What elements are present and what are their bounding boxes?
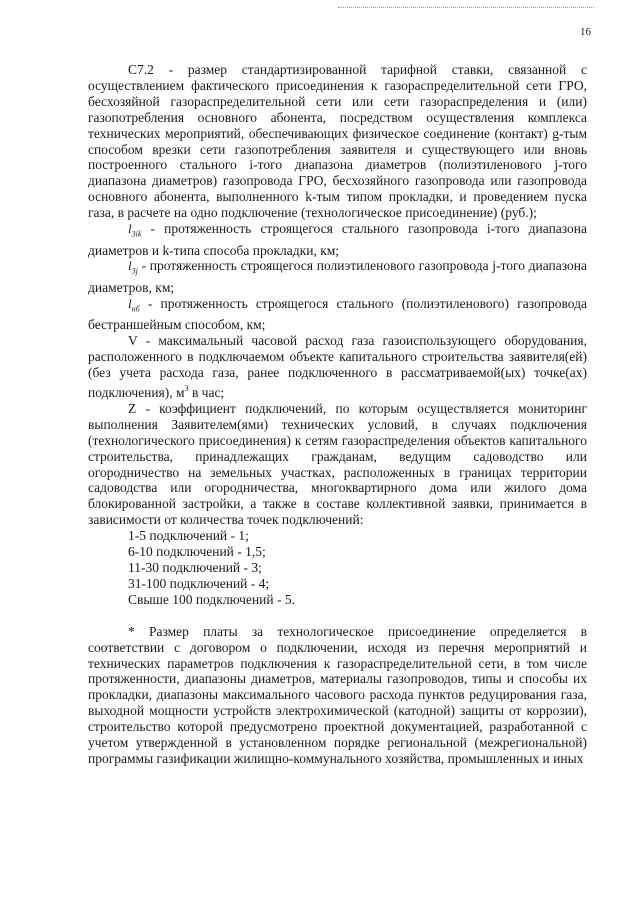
list-item: Свыше 100 подключений - 5. bbox=[128, 591, 295, 607]
symbol-l3ik: $l_{3ik}$ bbox=[128, 221, 142, 239]
list-item: 1-5 подключений - 1; bbox=[128, 528, 249, 544]
paragraph-c72: С7.2 - размер стандартизированной тарифной ставки, связанной с осуществлением фактического присоединения к газораспределительной сети ГРО, бесхозяйной газораспределительной сети или сети газораспределения и (или) газопотребления основного абонента, посредством осуществления комплекса технических мероприятий, обеспечивающих физическое соединение (контакт) g-тым способом врезки сети газопотребления заявителя и существующего или вновь построенного стального i-того диапазона диаметров (полиэтиленового j-того диапазона диаметров) газопровода ГРО, бесхозяйного газопровода или газопровода основного абонента, выполненного k-тым типом прокладки, и проведением пуска газа, в расчете на одно подключение (технологическое присоединение) (руб.); bbox=[88, 62, 587, 221]
header-rule bbox=[338, 7, 594, 8]
symbol-lnb: $l_{нб}$ bbox=[128, 295, 140, 314]
list-item: 6-10 подключений - 1,5; bbox=[128, 544, 266, 560]
paragraph-z: Z - коэффициент подключений, по которым осуществляется мониторинг выполнения Заявителем(ями) технических условий, в случаях подключения (технологического присоединения) к сетям газораспределения объектов капитального строительства, принадлежащих гражданам, ведущим садоводство или огородничество на земельных участках, расположенных в границах территории садоводства или огородничества, многоквартирного дома или жилого дома блокированной застройки, а также в составе коллективной заявки, принимается в зависимости от количества точек подключений: bbox=[88, 400, 587, 528]
v-unit-superscript: 3 bbox=[184, 384, 189, 393]
paragraph-l3ik bbox=[88, 221, 587, 258]
l3ik-definition: - протяженность строящегося стального газопровода i-того диапазона диаметров и k-типа способа прокладки, км; bbox=[88, 221, 588, 258]
document-body bbox=[88, 62, 587, 767]
paragraph-l3j bbox=[88, 258, 587, 295]
paragraph-lnb bbox=[88, 296, 587, 333]
z-coefficient-list bbox=[88, 528, 587, 608]
lnb-definition: - протяженность строящегося стального (полиэтиленового) газопровода бестраншейным способом, км; bbox=[88, 295, 588, 333]
section-gap bbox=[88, 608, 587, 624]
v-definition: V - максимальный часовой расход газа газоиспользующего оборудования, расположенного в подключаемом объекте капитального строительства заявителя(ей) (без учета расхода газа, ранее подключенного в рассматриваемой(ых) точке(ах) подключения), м bbox=[88, 333, 587, 400]
list-item: 31-100 подключений - 4; bbox=[128, 575, 270, 591]
list-item: 11-30 подключений - 3; bbox=[128, 559, 262, 575]
page-number: 16 bbox=[580, 26, 591, 38]
symbol-l3j: $l_{3j}$ bbox=[128, 258, 138, 277]
v-unit-tail: в час; bbox=[188, 385, 225, 400]
paragraph-v bbox=[88, 333, 587, 401]
l3j-definition: - протяженность строящегося полиэтиленового газопровода j-того диапазона диаметров, км; bbox=[88, 258, 587, 295]
footnote-paragraph: * Размер платы за технологическое присоединение определяется в соответствии с договором о подключении, исходя из перечня мероприятий и технических параметров подключения к газораспределительной сети, в том числе протяженности, диапазоны диаметров, материалы газопроводов, типы и способы их прокладки, диапазоны максимального часового расхода пунктов редуцирования газа, выходной мощности устройств электрохимической (катодной) защиты от коррозии), строительство которой предусмотрено проектной документацией, разработанной с учетом утвержденной в установленном порядке региональной (межрегиональной) программы газификации жилищно-коммунального хозяйства, промышленных и иных bbox=[88, 623, 587, 766]
